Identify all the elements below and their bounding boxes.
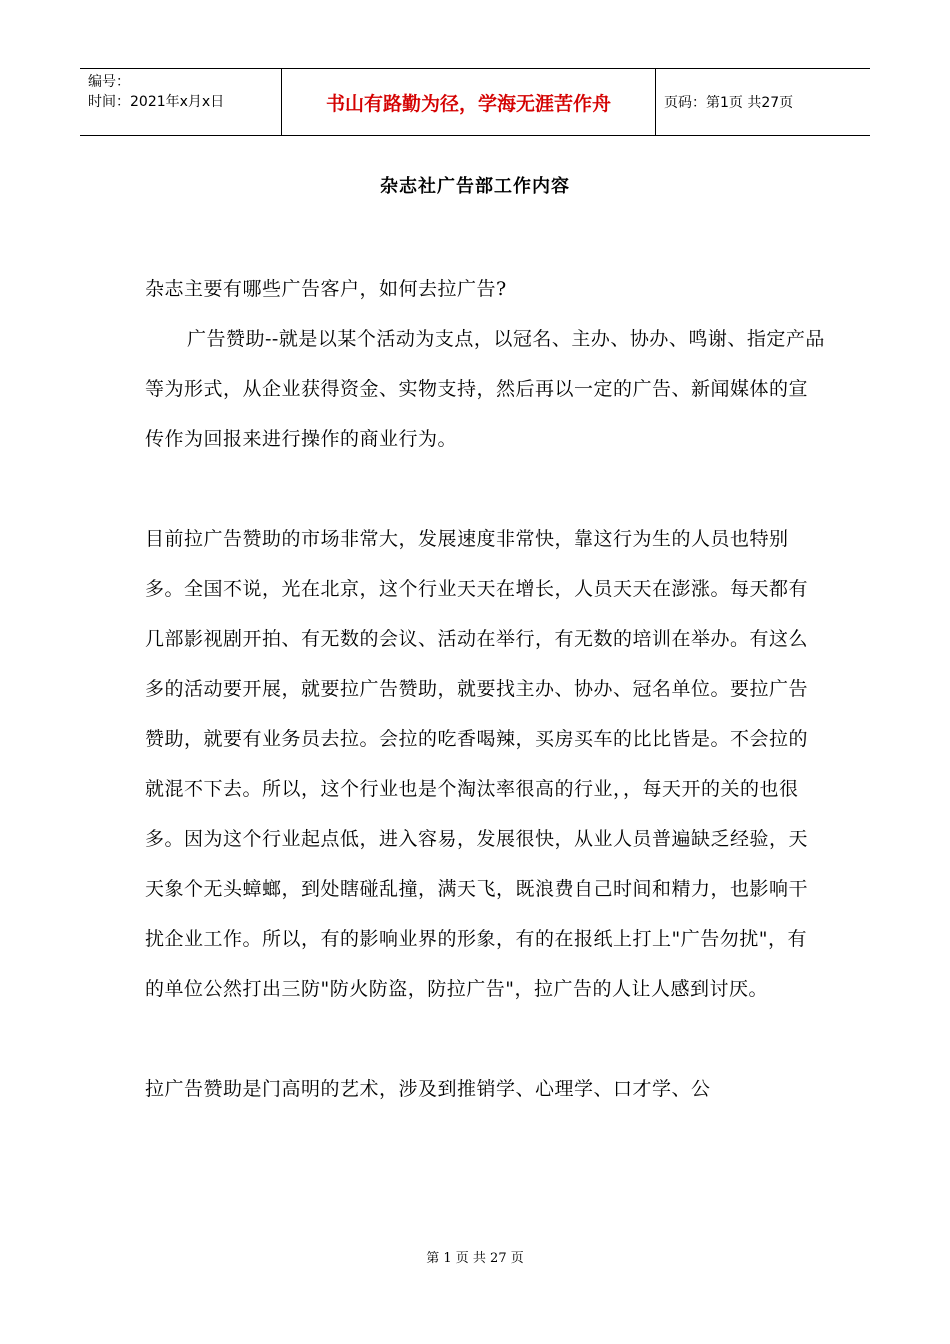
header-motto: 书山有路勤为径，学海无涯苦作舟 bbox=[282, 69, 656, 135]
paragraph-market: 目前拉广告赞助的市场非常大，发展速度非常快，靠这行为生的人员也特别多。全国不说，光在北京，这个行业天天在增长，人员天天在澎涨。每天都有几部影视剧开拍、有无数的会议、活动在举行，有无数的培训在举办。有这么多的活动要开展，就要拉广告赞助，就要找主办、协办、冠名单位。要拉广告赞助，就要有业务员去拉。会拉的吃香喝辣，买房买车的比比皆是。不会拉的就混不下去。所以，这个行业也是个淘汰率很高的行业，，每天开的关的也很多。因为这个行业起点低，进入容易，发展很快，从业人员普遍缺乏经验，天天象个无头蟑螂，到处瞎碰乱撞，满天飞，既浪费自己时间和精力，也影响干扰企业工作。所以，有的影响业界的形象，有的在报纸上打上"广告勿扰"，有的单位公然打出三防"防火防盗，防拉广告"，拉广告的人让人感到讨厌。 bbox=[145, 528, 809, 1000]
document-time-label: 时间：2021年x月x日 bbox=[88, 94, 225, 110]
document-body bbox=[145, 264, 825, 1114]
page-footer: 第 1 页 共 27 页 bbox=[426, 1251, 524, 1266]
paragraph-question: 杂志主要有哪些广告客户，如何去拉广告? bbox=[145, 278, 507, 300]
header-page-info: 页码：第1页 共27页 bbox=[664, 95, 794, 111]
document-title: 杂志社广告部工作内容 bbox=[380, 176, 570, 197]
header-meta bbox=[80, 69, 282, 135]
document-header bbox=[80, 68, 870, 136]
paragraph-art: 拉广告赞助是门高明的艺术，涉及到推销学、心理学、口才学、公 bbox=[145, 1078, 711, 1100]
paragraph-spacer bbox=[145, 1014, 825, 1064]
document-number-label: 编号： bbox=[88, 74, 130, 90]
paragraph-definition: 广告赞助--就是以某个活动为支点，以冠名、主办、协办、鸣谢、指定产品等为形式，从企业获得资金、实物支持，然后再以一定的广告、新闻媒体的宣传作为回报来进行操作的商业行为。 bbox=[145, 328, 825, 450]
paragraph-spacer bbox=[145, 464, 825, 514]
